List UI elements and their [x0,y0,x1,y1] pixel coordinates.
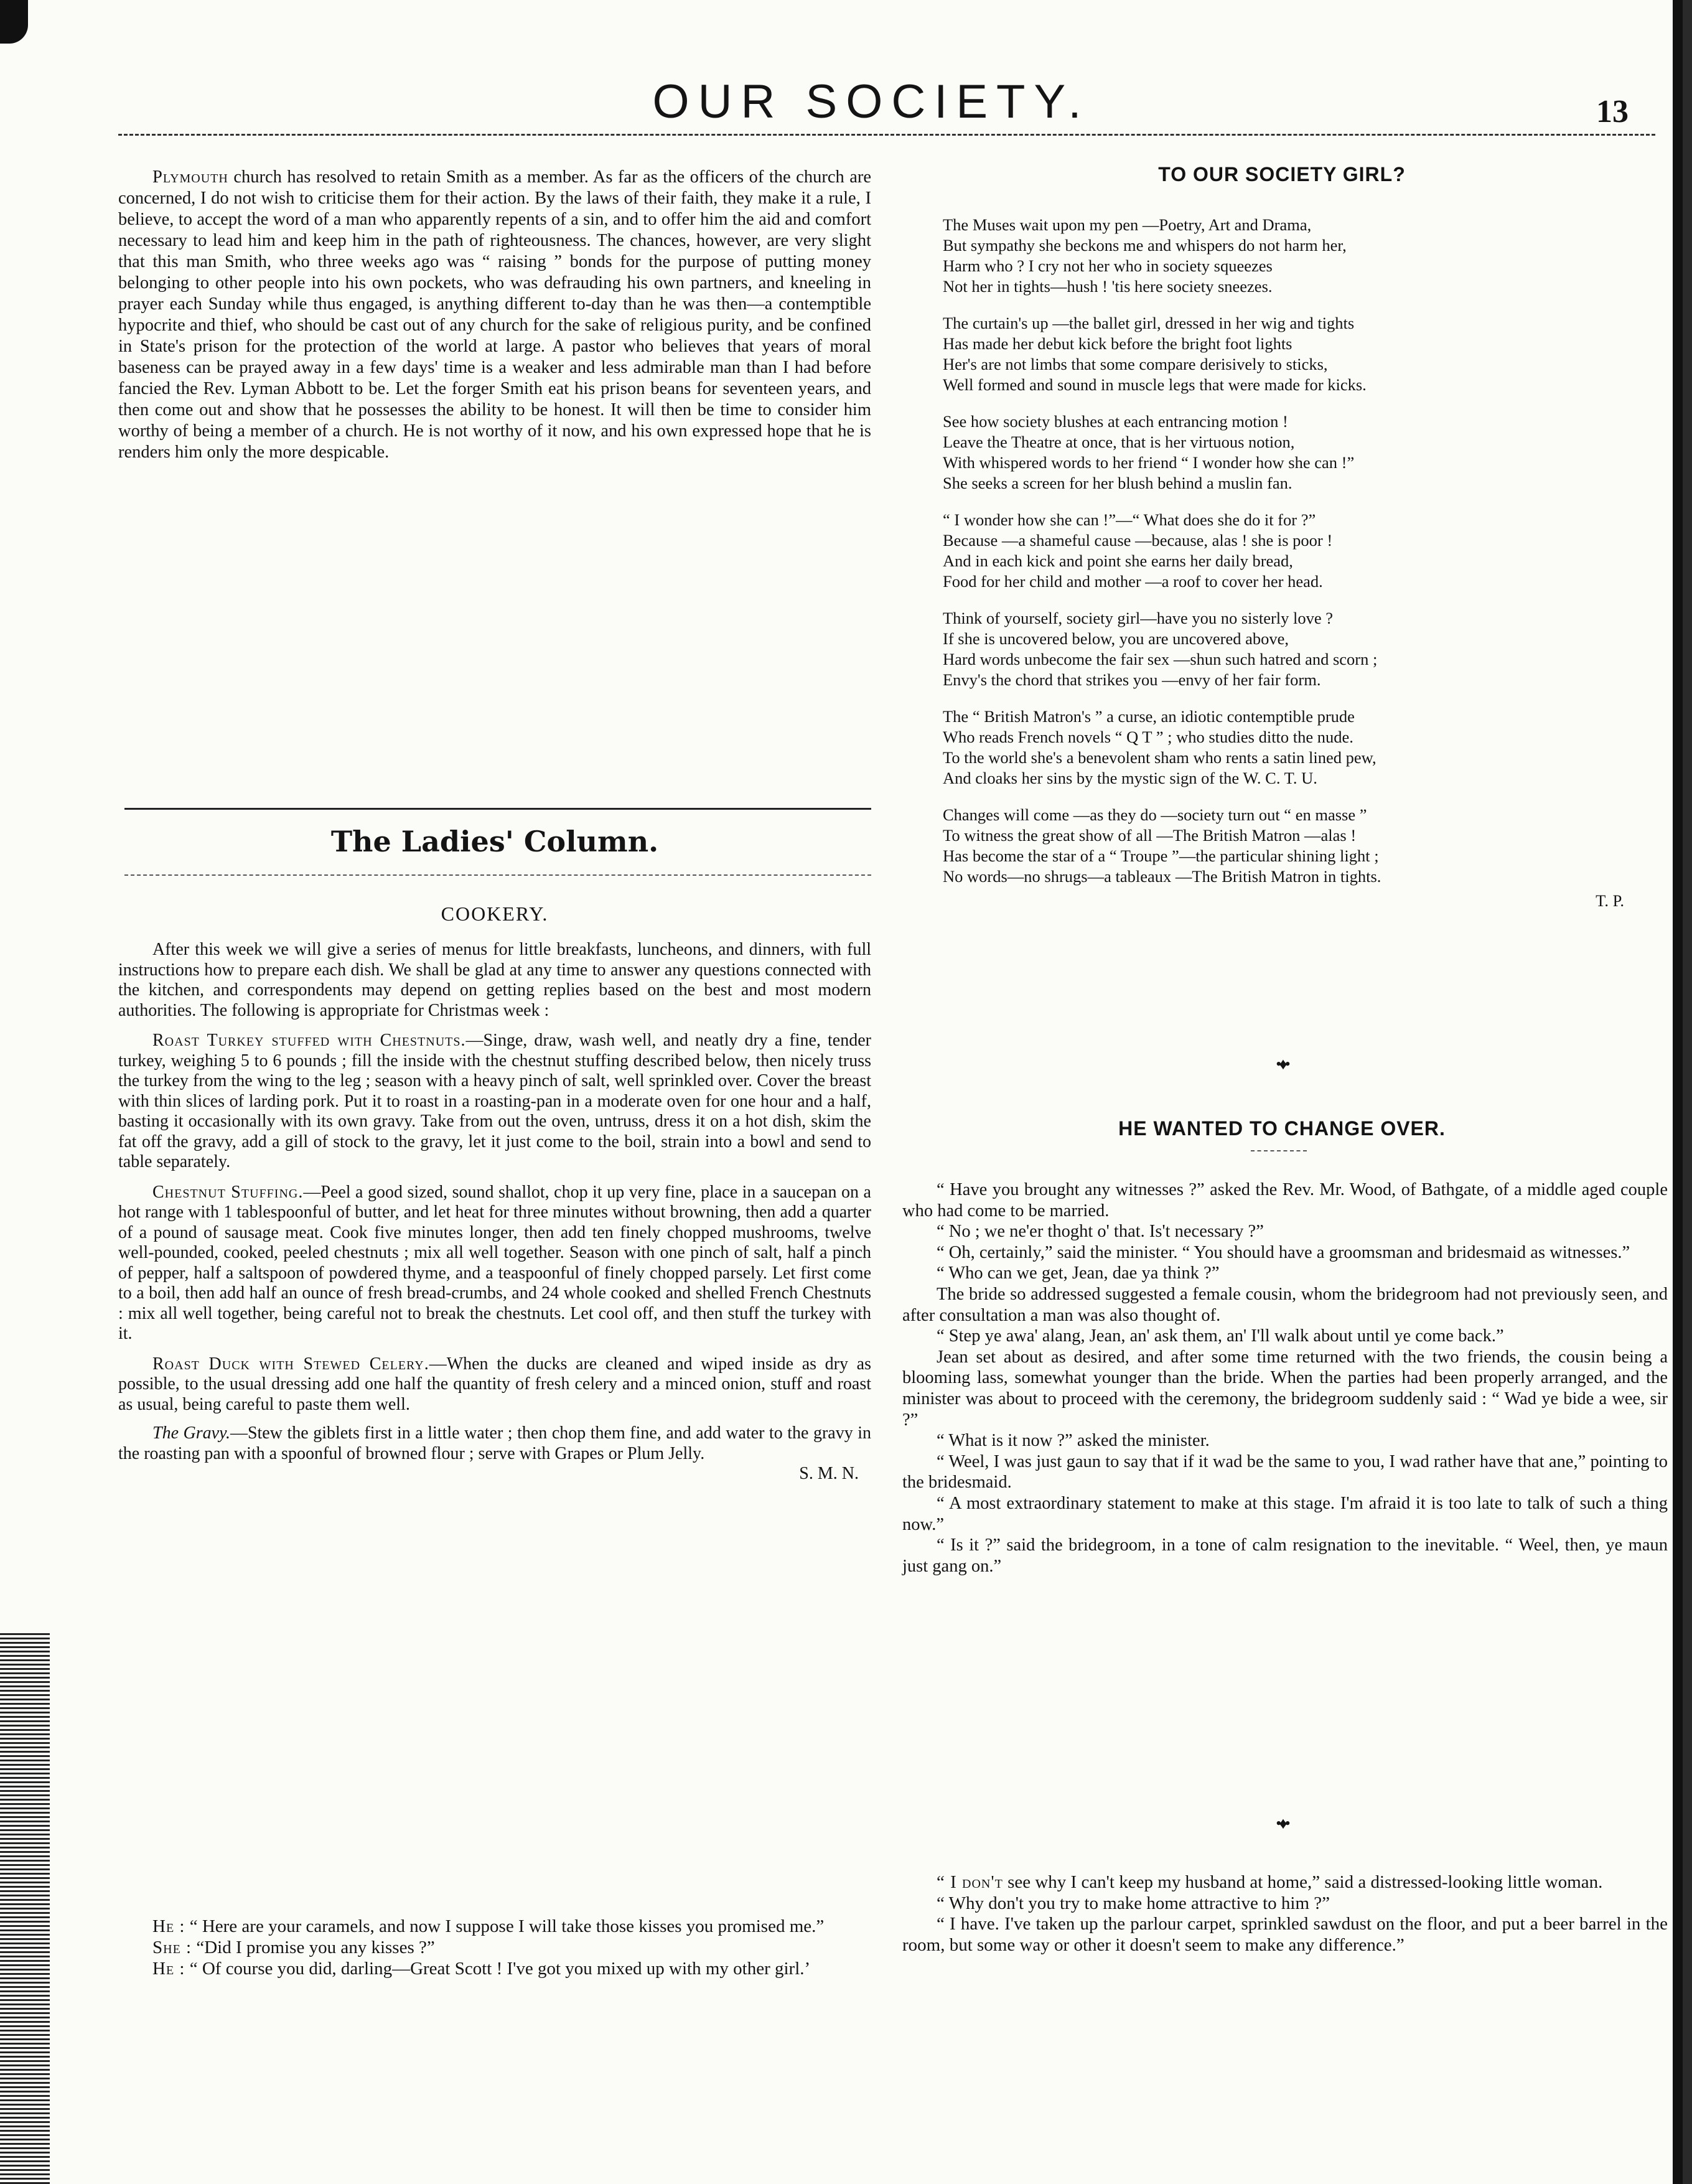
plymouth-text: church has resolved to retain Smith as a member. As far as the officers of the church are concerned, I do not wish to criticise them for their action. By the laws of their faith, they make it a rule, I believe, to accept the word of a man who apparently repents of a sin, and to offer him the aid and comfort necessary to lead him and keep him in the path of righteousness. The chances, however, are very slight that this man Smith, who three weeks ago was “ raising ” bonds for the purpose of putting money belonging to other people into his own pockets, who was defrauding his own partners, and kneeling in prayer each Sunday while thus engaged, is anything different to-day than he was then—a contemptible hypocrite and thief, who should be cast out of any church for the sake of religious purity, and be confined in State's prison for the protection of the world at large. A pastor who believes that years of moral baseness can be prayed away in a few days' time is a weaker and less admirable man than I had before fancied the Rev. Lyman Abbott to be. Let the forger Smith eat his prison beans for seventeen years, and then come out and show that he possesses the ability to be honest. It will then be time to consider him worthy of being a member of a church. He is not worthy of it now, and his own expressed hope that he is renders him only the more despicable. [118,167,871,462]
cookery-section [118,940,871,1484]
masthead-title: OUR SOCIETY. [652,75,1090,128]
recipe-gravy [118,1423,871,1464]
poem-line: Not her in tights—hush ! 'tis here society sneezes. [943,277,1273,296]
poem-line: See how society blushes at each entrancing motion ! [943,412,1288,431]
header-rule [118,134,1655,136]
recipe-gravy-text: —Stew the giblets first in a little water ; then chop them fine, and add water to the gravy in the roasting pan with a spoonful of browned flour ; serve with Grapes or Plum Jelly. [118,1423,871,1463]
poem-line: With whispered words to her friend “ I wonder how she can !” [943,453,1355,472]
recipe-turkey [118,1031,871,1173]
plymouth-lead: Plymouth [152,167,228,187]
poem-signature: T. P. [1596,891,1624,910]
story-body [902,1179,1668,1577]
recipe-stuffing-title: Chestnut Stuffing. [152,1182,304,1202]
recipe-duck-title: Roast Duck with Stewed Celery. [152,1354,429,1374]
recipe-turkey-title: Roast Turkey stuffed with Chestnuts. [152,1031,466,1050]
section-ornament: •♦• [1276,1055,1288,1073]
husband-lead: “ I don't [937,1872,1003,1892]
right-binding-shadow [1683,0,1692,2184]
plymouth-article [118,167,871,463]
husband-paragraph: “ I have. I've taken up the parlour carpet, sprinkled sawdust on the floor, and put a beer barrel in the room, but some way or other it doesn't seem to make any difference.” [902,1914,1668,1955]
story-paragraph: “ Oh, certainly,” said the minister. “ You should have a groomsman and bridesmaid as witnesses.” [937,1242,1630,1262]
poem-line: Well formed and sound in muscle legs that were made for kicks. [943,375,1367,394]
poem-stanza [943,805,1674,887]
poem-stanza [943,706,1674,789]
poem-stanza [943,215,1674,297]
dialogue-section [118,1916,871,1979]
story-title: HE WANTED TO CHANGE OVER. [1118,1117,1446,1140]
poem-line: Her's are not limbs that some compare derisively to sticks, [943,355,1328,373]
husband-paragraph: “ Why don't you try to make home attractive to him ?” [937,1893,1330,1913]
husband-text: see why I can't keep my husband at home,” said a distressed-looking little woman. [1007,1872,1603,1892]
poem-line: The “ British Matron's ” a curse, an idiotic contemptible prude [943,707,1355,726]
right-binding-edge [1673,0,1683,2184]
poem-line: “ I wonder how she can !”—“ What does she do it for ?” [943,510,1316,529]
husband-paragraph [902,1872,1668,1893]
recipe-duck-text: —When the ducks are cleaned and wiped inside as dry as possible, to the usual dressing add one half the quantity of fresh celery and a minced onion, stuff and roast as usual, being careful to paste them well. [118,1354,871,1414]
cookery-intro: After this week we will give a series of menus for little breakfasts, luncheons, and dinners, with full instructions how to prepare each dish. We shall be glad at any time to answer any questions connected with the kitchen, and correspondents may depend on getting replies based on the best and most modern authorities. The following is appropriate for Christmas week : [118,940,871,1020]
cookery-signature: S. M. N. [799,1464,859,1483]
poem-stanza [943,510,1674,592]
poem-line: Hard words unbecome the fair sex —shun such hatred and scorn ; [943,650,1378,668]
dialogue-speaker: He : [152,1959,185,1979]
poem-stanza [943,411,1674,494]
poem-line: Who reads French novels “ Q T ” ; who studies ditto the nude. [943,728,1353,746]
story-paragraph: “ Is it ?” said the bridegroom, in a tone of calm resignation to the inevitable. “ Weel, then, ye maun just gang on.” [902,1535,1668,1576]
section-ornament: •♦• [1276,1814,1288,1832]
recipe-duck [118,1354,871,1415]
poem-line: The Muses wait upon my pen —Poetry, Art and Drama, [943,215,1312,234]
recipe-stuffing [118,1183,871,1344]
story-paragraph: “ No ; we ne'er thoght o' that. Is't necessary ?” [937,1222,1264,1242]
poem-line: If she is uncovered below, you are uncovered above, [943,629,1289,648]
recipe-gravy-title: The Gravy. [152,1423,230,1443]
poem-stanza [943,608,1674,690]
poem-line: To the world she's a benevolent sham who rents a satin lined pew, [943,748,1377,767]
poem-line: The curtain's up —the ballet girl, dressed in her wig and tights [943,314,1355,332]
left-binding-edge [0,1631,50,2184]
poem-line: And in each kick and point she earns her daily bread, [943,551,1293,570]
poem-line: Harm who ? I cry not her who in society squeezes [943,256,1273,275]
story-paragraph: “ Who can we get, Jean, dae ya think ?” [937,1263,1220,1283]
poem-line: But sympathy she beckons me and whispers do not harm her, [943,236,1347,255]
cookery-title: COOKERY. [441,902,549,925]
story-paragraph: “ Weel, I was just gaun to say that if it wad be the same to you, I wad rather have that ane,” pointing to the bridesmaid. [902,1451,1668,1493]
dialogue-speaker: She : [152,1938,192,1957]
poem-line: Because —a shameful cause —because, alas ! she is poor ! [943,531,1333,550]
husband-item [902,1872,1668,1956]
story-paragraph: “ What is it now ?” asked the minister. [937,1431,1210,1451]
poem-line: Food for her child and mother —a roof to cover her head. [943,572,1323,591]
poem-line: Changes will come —as they do —society turn out “ en masse ” [943,805,1367,824]
dialogue-text: “ Of course you did, darling—Great Scott ! I've got you mixed up with my other girl.’ [189,1959,811,1979]
story-paragraph: “ Step ye awa' alang, Jean, an' ask them, an' I'll walk about until ye come back.” [937,1326,1504,1346]
story-paragraph: Jean set about as desired, and after some time returned with the two friends, the cousin being a blooming lass, somewhat younger than the bride. When the parties had been properly arranged, and the minister was about to proceed with the ceremony, the bridegroom suddenly said : “ Wad ye bide a wee, sir ?” [902,1347,1668,1430]
ladies-title-rule [124,874,871,876]
dialogue-line [118,1937,871,1958]
poem-line: Envy's the chord that strikes you —envy of her fair form. [943,670,1321,689]
dialogue-line [118,1916,871,1937]
section-rule [124,808,871,810]
dialogue-text: “ Here are your caramels, and now I suppose I will take those kisses you promised me.” [189,1916,825,1936]
poem-line: And cloaks her sins by the mystic sign of the W. C. T. U. [943,769,1317,787]
poem-title: TO OUR SOCIETY GIRL? [1158,163,1406,185]
left-column [118,167,871,463]
corner-scan-mark [0,0,28,44]
poem-line: Think of yourself, society girl—have you no sisterly love ? [943,609,1334,627]
page-number: 13 [1596,94,1629,129]
poem-body [943,215,1674,911]
dialogue-speaker: He : [152,1916,185,1936]
dialogue-line [118,1958,871,1979]
poem-stanza [943,313,1674,395]
story-paragraph: The bride so addressed suggested a female cousin, whom the bridegroom had not previously seen, and after consultation a man was also thought of. [902,1284,1668,1325]
recipe-stuffing-text: —Peel a good sized, sound shallot, chop it up very fine, place in a saucepan on a hot range with 1 tablespoonful of butter, and let heat for three minutes without browning, then add a quarter of a pound of sausage meat. Cook five minutes longer, then add ten finely chopped mushrooms, twelve well-pounded, cooked, peeled chestnuts ; mix all well together. Season with one pinch of salt, half a pinch of pepper, half a saltspoon of powdered thyme, and a teaspoonful of finely chopped parsely. Let first come to a boil, then add half an ounce of fresh bread-crumbs, and 24 whole cooked and shelled French Chestnuts : mix all well together, being careful not to break the chestnuts. Let cool off, and then stuff the turkey with it. [118,1182,871,1343]
poem-line: Has become the star of a “ Troupe ”—the particular shining light ; [943,846,1379,865]
story-title-rule [1251,1150,1307,1151]
poem-line: To witness the great show of all —The British Matron —alas ! [943,826,1357,845]
poem-line: Has made her debut kick before the bright foot lights [943,334,1292,353]
poem-line: No words—no shrugs—a tableaux —The British Matron in tights. [943,867,1381,886]
story-paragraph: “ A most extraordinary statement to make at this stage. I'm afraid it is too late to talk of such a thing now.” [902,1493,1668,1534]
recipe-turkey-text: —Singe, draw, wash well, and neatly dry a fine, tender turkey, weighing 5 to 6 pounds ; fill the inside with the chestnut stuffing described below, then nicely truss the turkey from the wing to the leg ; season with a heavy pinch of salt, well sprinkled over. Cover the breast with thin slices of larding pork. Put it to roast in a roasting-pan in a moderate oven for one hour and a half, basting it occasionally with its own gravy. Take from out the oven, untruss, dress it on a hot dish, skim the fat off the gravy, add a gill of stock to the gravy, let it just come to the boil, strain into a bowl and send to table separately. [118,1031,871,1171]
dialogue-text: “Did I promise you any kisses ?” [196,1938,435,1957]
ladies-column-title: The Ladies' Column. [330,825,659,858]
poem-line: She seeks a screen for her blush behind a muslin fan. [943,474,1292,492]
story-paragraph: “ Have you brought any witnesses ?” asked the Rev. Mr. Wood, of Bathgate, of a middle aged couple who had come to be married. [902,1180,1668,1221]
poem-line: Leave the Theatre at once, that is her virtuous notion, [943,433,1295,451]
